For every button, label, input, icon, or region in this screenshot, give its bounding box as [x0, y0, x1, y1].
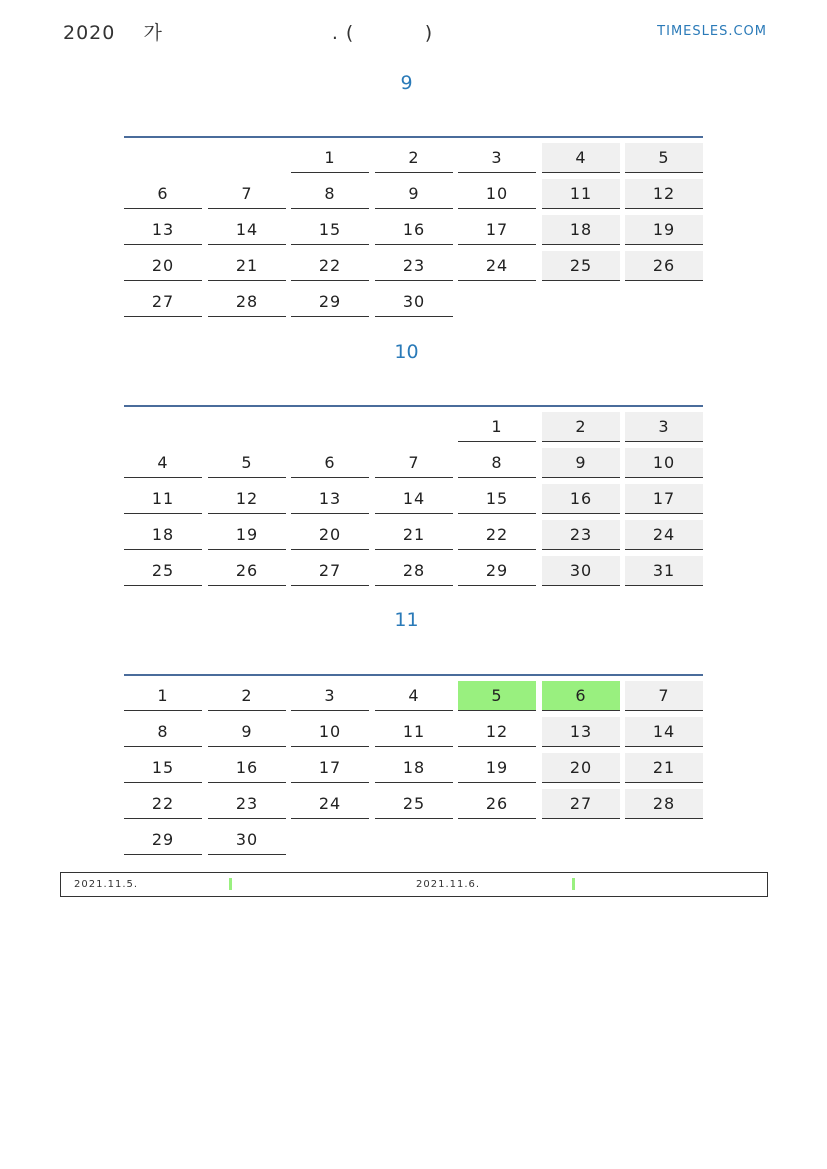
calendar-day: 10 — [625, 448, 703, 478]
calendar-day: 6 — [291, 448, 369, 478]
calendar-day: 24 — [458, 251, 536, 281]
calendar-day: 21 — [208, 251, 286, 281]
legend-date: 2021.11.5. — [74, 879, 139, 890]
calendar-day: 20 — [124, 251, 202, 281]
calendar-day: 10 — [291, 717, 369, 747]
calendar-day: 28 — [208, 287, 286, 317]
calendar-day: 8 — [291, 179, 369, 209]
calendar-day: 21 — [375, 520, 453, 550]
calendar-day: 4 — [124, 448, 202, 478]
calendar-day: 6 — [542, 681, 620, 711]
calendar-day: 8 — [458, 448, 536, 478]
calendar-day: 13 — [291, 484, 369, 514]
calendar-day: 12 — [458, 717, 536, 747]
calendar-day: 24 — [625, 520, 703, 550]
calendar-day: 23 — [375, 251, 453, 281]
calendar-day: 5 — [625, 143, 703, 173]
calendar-day: 31 — [625, 556, 703, 586]
calendar-day: 19 — [625, 215, 703, 245]
calendar-day: 2 — [375, 143, 453, 173]
calendar-day: 22 — [291, 251, 369, 281]
calendar-day: 28 — [375, 556, 453, 586]
calendar-day: 11 — [375, 717, 453, 747]
calendar-day: 15 — [458, 484, 536, 514]
calendar-day: 30 — [542, 556, 620, 586]
calendar-day: 7 — [375, 448, 453, 478]
calendar-grid-september — [124, 136, 703, 325]
calendar-day: 19 — [208, 520, 286, 550]
calendar-day: 3 — [458, 143, 536, 173]
calendar-day: 8 — [124, 717, 202, 747]
calendar-day: 26 — [458, 789, 536, 819]
calendar-day: 25 — [375, 789, 453, 819]
calendar-day: 13 — [124, 215, 202, 245]
calendar-day: 30 — [375, 287, 453, 317]
calendar-day: 14 — [375, 484, 453, 514]
calendar-day: 4 — [542, 143, 620, 173]
calendar-day: 26 — [625, 251, 703, 281]
legend-color-swatch — [229, 878, 232, 890]
calendar-day: 18 — [542, 215, 620, 245]
calendar-day: 18 — [124, 520, 202, 550]
calendar-day: 16 — [542, 484, 620, 514]
calendar-day: 1 — [291, 143, 369, 173]
calendar-day: 2 — [208, 681, 286, 711]
calendar-day: 9 — [208, 717, 286, 747]
calendar-day: 25 — [124, 556, 202, 586]
calendar-day: 17 — [458, 215, 536, 245]
month-title-october: 10 — [394, 341, 419, 363]
calendar-day: 27 — [291, 556, 369, 586]
calendar-grid-october — [124, 405, 703, 594]
calendar-day: 28 — [625, 789, 703, 819]
calendar-day: 14 — [625, 717, 703, 747]
calendar-day: 5 — [458, 681, 536, 711]
calendar-day: 17 — [291, 753, 369, 783]
calendar-day: 11 — [124, 484, 202, 514]
calendar-day: 12 — [208, 484, 286, 514]
calendar-day: 27 — [124, 287, 202, 317]
calendar-day: 19 — [458, 753, 536, 783]
calendar-day: 1 — [124, 681, 202, 711]
calendar-day: 5 — [208, 448, 286, 478]
legend-color-swatch — [572, 878, 575, 890]
calendar-day: 26 — [208, 556, 286, 586]
calendar-day: 15 — [124, 753, 202, 783]
calendar-day: 12 — [625, 179, 703, 209]
calendar-day: 25 — [542, 251, 620, 281]
calendar-day: 30 — [208, 825, 286, 855]
month-title-september: 9 — [400, 72, 413, 94]
calendar-day: 3 — [625, 412, 703, 442]
calendar-day: 1 — [458, 412, 536, 442]
calendar-day: 3 — [291, 681, 369, 711]
calendar-day: 10 — [458, 179, 536, 209]
calendar-grid-november — [124, 674, 703, 863]
site-link[interactable]: TIMESLES.COM — [657, 24, 767, 39]
holiday-legend — [60, 872, 768, 897]
calendar-day: 22 — [124, 789, 202, 819]
calendar-day: 29 — [124, 825, 202, 855]
legend-date: 2021.11.6. — [416, 879, 481, 890]
calendar-day: 9 — [375, 179, 453, 209]
calendar-day: 23 — [542, 520, 620, 550]
calendar-day: 21 — [625, 753, 703, 783]
page-title: 2020 가 . ( ) — [63, 22, 434, 44]
calendar-day: 15 — [291, 215, 369, 245]
calendar-day: 20 — [542, 753, 620, 783]
calendar-day: 24 — [291, 789, 369, 819]
calendar-day: 4 — [375, 681, 453, 711]
calendar-day: 29 — [291, 287, 369, 317]
calendar-day: 20 — [291, 520, 369, 550]
month-title-november: 11 — [394, 609, 419, 631]
calendar-day: 2 — [542, 412, 620, 442]
calendar-day: 16 — [375, 215, 453, 245]
calendar-day: 23 — [208, 789, 286, 819]
calendar-day: 6 — [124, 179, 202, 209]
calendar-day: 17 — [625, 484, 703, 514]
calendar-day: 14 — [208, 215, 286, 245]
calendar-day: 9 — [542, 448, 620, 478]
calendar-day: 18 — [375, 753, 453, 783]
calendar-day: 16 — [208, 753, 286, 783]
calendar-day: 27 — [542, 789, 620, 819]
calendar-day: 7 — [208, 179, 286, 209]
calendar-day: 11 — [542, 179, 620, 209]
calendar-day: 22 — [458, 520, 536, 550]
calendar-day: 29 — [458, 556, 536, 586]
calendar-day: 7 — [625, 681, 703, 711]
calendar-day: 13 — [542, 717, 620, 747]
